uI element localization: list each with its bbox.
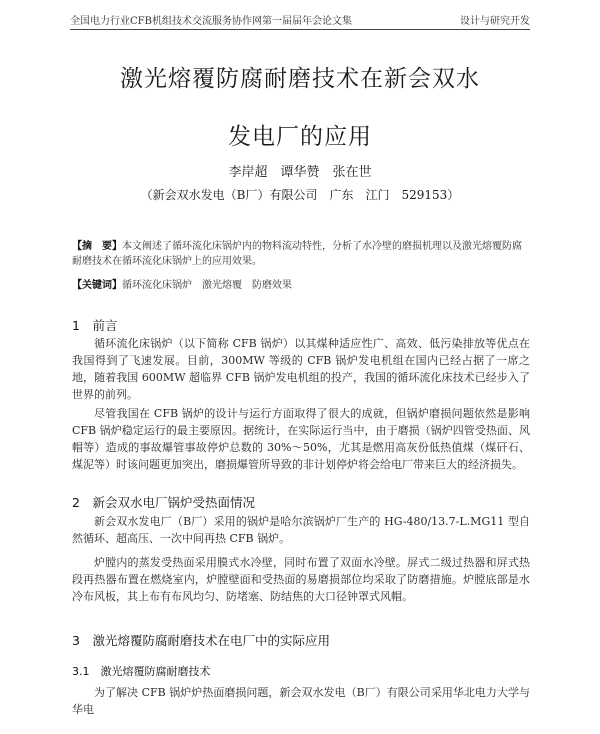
abstract-text: 本文阐述了循环流化床锅炉内的物料流动特性，分析了水冷壁的磨损机理以及激光熔覆防腐耐磨技术在循环流化床锅炉上的应用效果。: [72, 241, 522, 267]
authors: 李岸超 谭华赞 张在世: [228, 165, 372, 180]
section-3-1-heading: 3.1 激光熔覆防腐耐磨技术: [72, 665, 211, 678]
section-2-paragraph-2: 炉膛内的蒸发受热面采用膜式水冷壁，同时布置了双面水冷壁。屏式二级过热器和屏式热段再热器布置在燃烧室内，炉膛壁面和受热面的易磨损部位均采取了防磨措施。炉膛底部是水冷布风板，其上布有布风均匀、防堵塞、防结焦的大口径钟罩式风帽。: [72, 556, 530, 603]
running-header: [70, 12, 530, 27]
keywords: [72, 278, 530, 293]
keywords-text: 循环流化床锅炉 激光熔覆 防磨效果: [122, 280, 292, 291]
affiliation: （新会双水发电（B厂）有限公司 广东 江门 529153）: [140, 188, 460, 202]
section-1-paragraph-1: 循环流化床锅炉（以下简称 CFB 锅炉）以其煤种适应性广、高效、低污染排放等优点在我国得到了飞速发展。目前，300MW 等级的 CFB 锅炉发电机组在国内已经占据了一席之地，随着我国 600MW 超临界 CFB 锅炉发电机组的投产，我国的循环流化床技术已经步入了世界的前列。: [72, 337, 530, 401]
keywords-label: 【关键词】: [72, 280, 122, 291]
section-1-paragraph-2: 尽管我国在 CFB 锅炉的设计与运行方面取得了很大的成就，但锅炉磨损问题依然是影响 CFB 锅炉稳定运行的最主要原因。据统计，在实际运行当中，由于磨损（锅炉四管受热面、风帽等）造成的事故爆管事故停炉总数的 30%～50%，尤其是燃用高灰份低热值煤（煤矸石、煤泥等）时该问题更加突出，磨损爆管所导致的非计划停炉将会给电厂带来巨大的经济损失。: [72, 407, 530, 471]
paper-title-line-1: 激光熔覆防腐耐磨技术在新会双水: [120, 66, 480, 92]
abstract-label: 【摘 要】: [72, 241, 122, 252]
section-3-heading: 3 激光熔覆防腐耐磨技术在电厂中的实际应用: [72, 633, 330, 648]
section-1-heading: 1 前言: [72, 318, 118, 333]
abstract: [72, 239, 530, 269]
section-3-1-paragraph-1: 为了解决 CFB 锅炉炉热面磨损问题，新会双水发电（B厂）有限公司采用华北电力大学与华电: [72, 686, 530, 716]
running-header-left: 全国电力行业CFB机组技术交流服务协作网第一届届年会论文集: [70, 16, 352, 27]
header-divider: [70, 29, 530, 30]
paper-title-line-2: 发电厂的应用: [228, 124, 372, 150]
running-header-right: 设计与研究开发: [460, 16, 530, 27]
section-2-heading: 2 新会双水电厂锅炉受热面情况: [72, 495, 255, 510]
section-2-paragraph-1: 新会双水发电厂（B厂）采用的锅炉是哈尔滨锅炉厂生产的 HG-480/13.7-L.MG11 型自然循环、超高压、一次中间再热 CFB 锅炉。: [72, 515, 530, 545]
